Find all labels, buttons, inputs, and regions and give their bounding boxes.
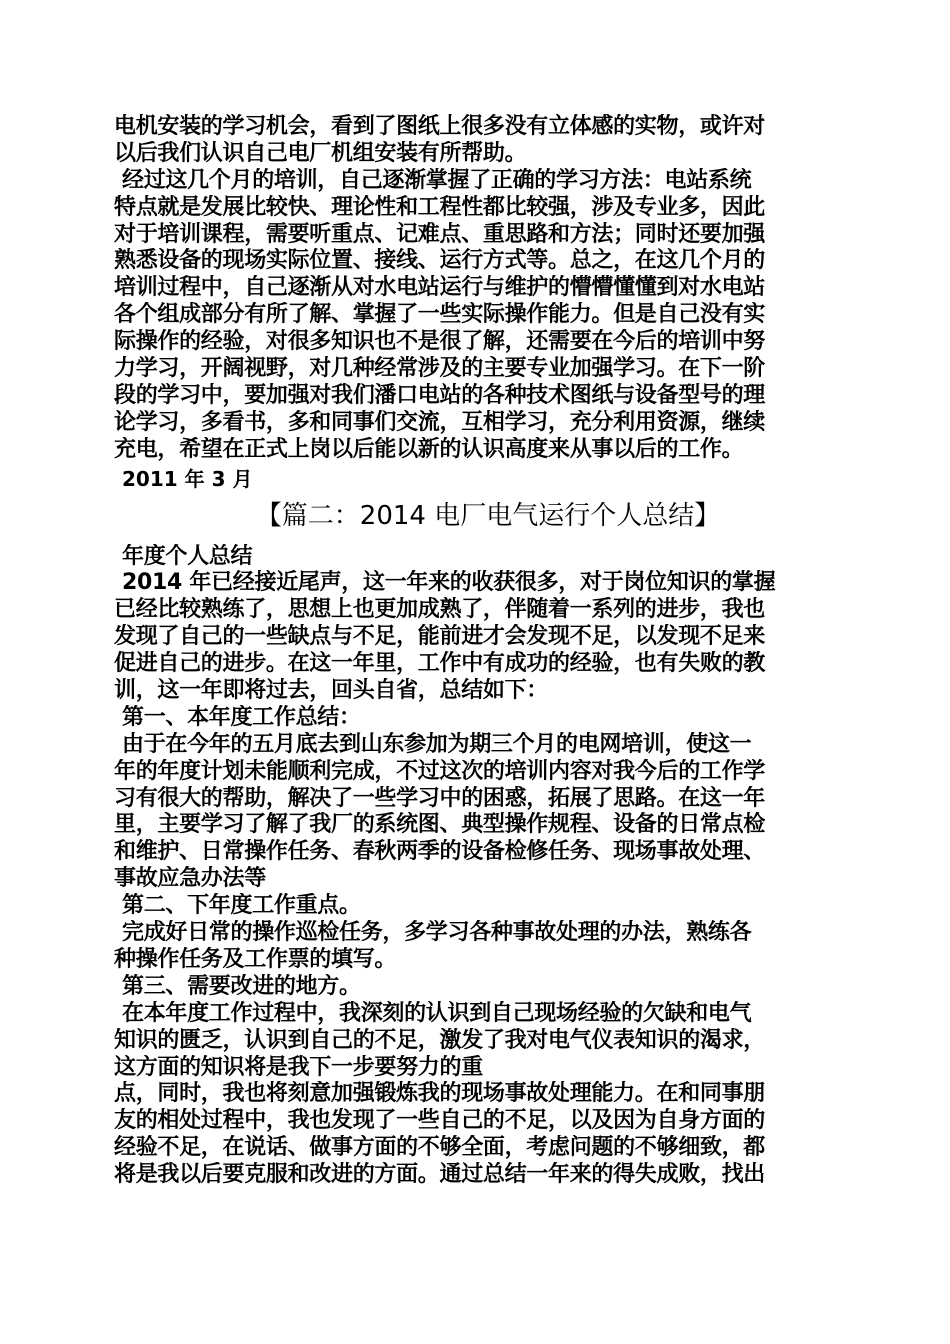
subheading-line: 第三、需要改进的地方。 — [122, 973, 361, 999]
paragraph-line: 友的相处过程中，我也发现了一些自己的不足，以及因为自身方面的 — [114, 1108, 766, 1134]
paragraph-line: 这方面的知识将是我下一步要努力的重 — [114, 1054, 483, 1080]
paragraph-line: 促进自己的进步。在这一年里，工作中有成功的经验，也有失败的教 — [114, 651, 766, 677]
section-heading: 【篇二：2014 电厂电气运行个人总结】 — [255, 500, 721, 531]
subheading-line: 第一、本年度工作总结： — [122, 704, 361, 730]
subheading-line: 年度个人总结 — [122, 543, 253, 569]
paragraph-line: 论学习，多看书，多和同事们交流，互相学习，充分利用资源，继续 — [114, 409, 766, 435]
section-1-body — [114, 114, 838, 494]
paragraph-line: 际操作的经验，对很多知识也不是很了解，还需要在今后的培训中努 — [114, 329, 766, 355]
paragraph-line: 种操作任务及工作票的填写。 — [114, 946, 397, 972]
paragraph-line: 发现了自己的一些缺点与不足，能前进才会发现不足，以发现不足来 — [114, 624, 766, 650]
date-line: 2011 年 3 月 — [122, 466, 253, 491]
paragraph-line: 点，同时，我也将刻意加强锻炼我的现场事故处理能力。在和同事朋 — [114, 1081, 766, 1107]
paragraph-line: 充电，希望在正式上岗以后能以新的认识高度来从事以后的工作。 — [114, 436, 744, 462]
paragraph-line: 将是我以后要克服和改进的方面。通过总结一年来的得失成败，找出 — [114, 1162, 766, 1188]
paragraph-line: 特点就是发展比较快、理论性和工程性都比较强，涉及专业多，因此 — [114, 194, 766, 220]
paragraph-line: 训，这一年即将过去，回头自省，总结如下： — [114, 678, 549, 704]
paragraph-line: 各个组成部分有所了解、掌握了一些实际操作能力。但是自己没有实 — [114, 302, 766, 328]
paragraph-line: 在本年度工作过程中，我深刻的认识到自己现场经验的欠缺和电气 — [122, 1000, 752, 1026]
paragraph-line: 已经比较熟练了，思想上也更加成熟了，伴随着一系列的进步，我也 — [114, 597, 766, 623]
paragraph-line: 事故应急办法等 — [114, 866, 266, 892]
paragraph-line: 熟悉设备的现场实际位置、接线、运行方式等。总之，在这几个月的 — [114, 248, 766, 274]
paragraph-line: 经验不足，在说话、做事方面的不够全面，考虑问题的不够细致，都 — [114, 1135, 766, 1161]
paragraph-line: 培训过程中，自己逐渐从对水电站运行与维护的懵懵懂懂到对水电站 — [114, 275, 766, 301]
paragraph-line: 由于在今年的五月底去到山东参加为期三个月的电网培训，使这一 — [122, 731, 752, 757]
paragraph-line: 段的学习中，要加强对我们潘口电站的各种技术图纸与设备型号的理 — [114, 382, 766, 408]
paragraph-line: 知识的匮乏，认识到自己的不足，激发了我对电气仪表知识的渴求， — [114, 1027, 766, 1053]
paragraph-line: 力学习，开阔视野，对几种经常涉及的主要专业加强学习。在下一阶 — [114, 356, 766, 382]
paragraph-line: 习有很大的帮助，解决了一些学习中的困惑，拓展了思路。在这一年 — [114, 785, 766, 811]
paragraph-line: 里，主要学习了解了我厂的系统图、典型操作规程、设备的日常点检 — [114, 812, 766, 838]
paragraph-line: 电机安装的学习机会，看到了图纸上很多没有立体感的实物，或许对 — [114, 114, 766, 139]
paragraph-line: 对于培训课程，需要听重点、记难点、重思路和方法；同时还要加强 — [114, 221, 766, 247]
paragraph-line: 2014 年已经接近尾声，这一年来的收获很多，对于岗位知识的掌握 — [122, 570, 776, 596]
paragraph-line: 经过这几个月的培训，自己逐渐掌握了正确的学习方法：电站系统 — [122, 167, 752, 193]
paragraph-line: 和维护、日常操作任务、春秋两季的设备检修任务、现场事故处理、 — [114, 839, 766, 865]
paragraph-line: 完成好日常的操作巡检任务，多学习各种事故处理的办法，熟练各 — [122, 920, 752, 946]
paragraph-line: 以后我们认识自己电厂机组安装有所帮助。 — [114, 140, 527, 166]
document-page — [114, 114, 838, 1189]
section-2-body — [114, 544, 838, 1189]
paragraph-line: 年的年度计划未能顺利完成，不过这次的培训内容对我今后的工作学 — [114, 758, 766, 784]
subheading-line: 第二、下年度工作重点。 — [122, 893, 361, 919]
